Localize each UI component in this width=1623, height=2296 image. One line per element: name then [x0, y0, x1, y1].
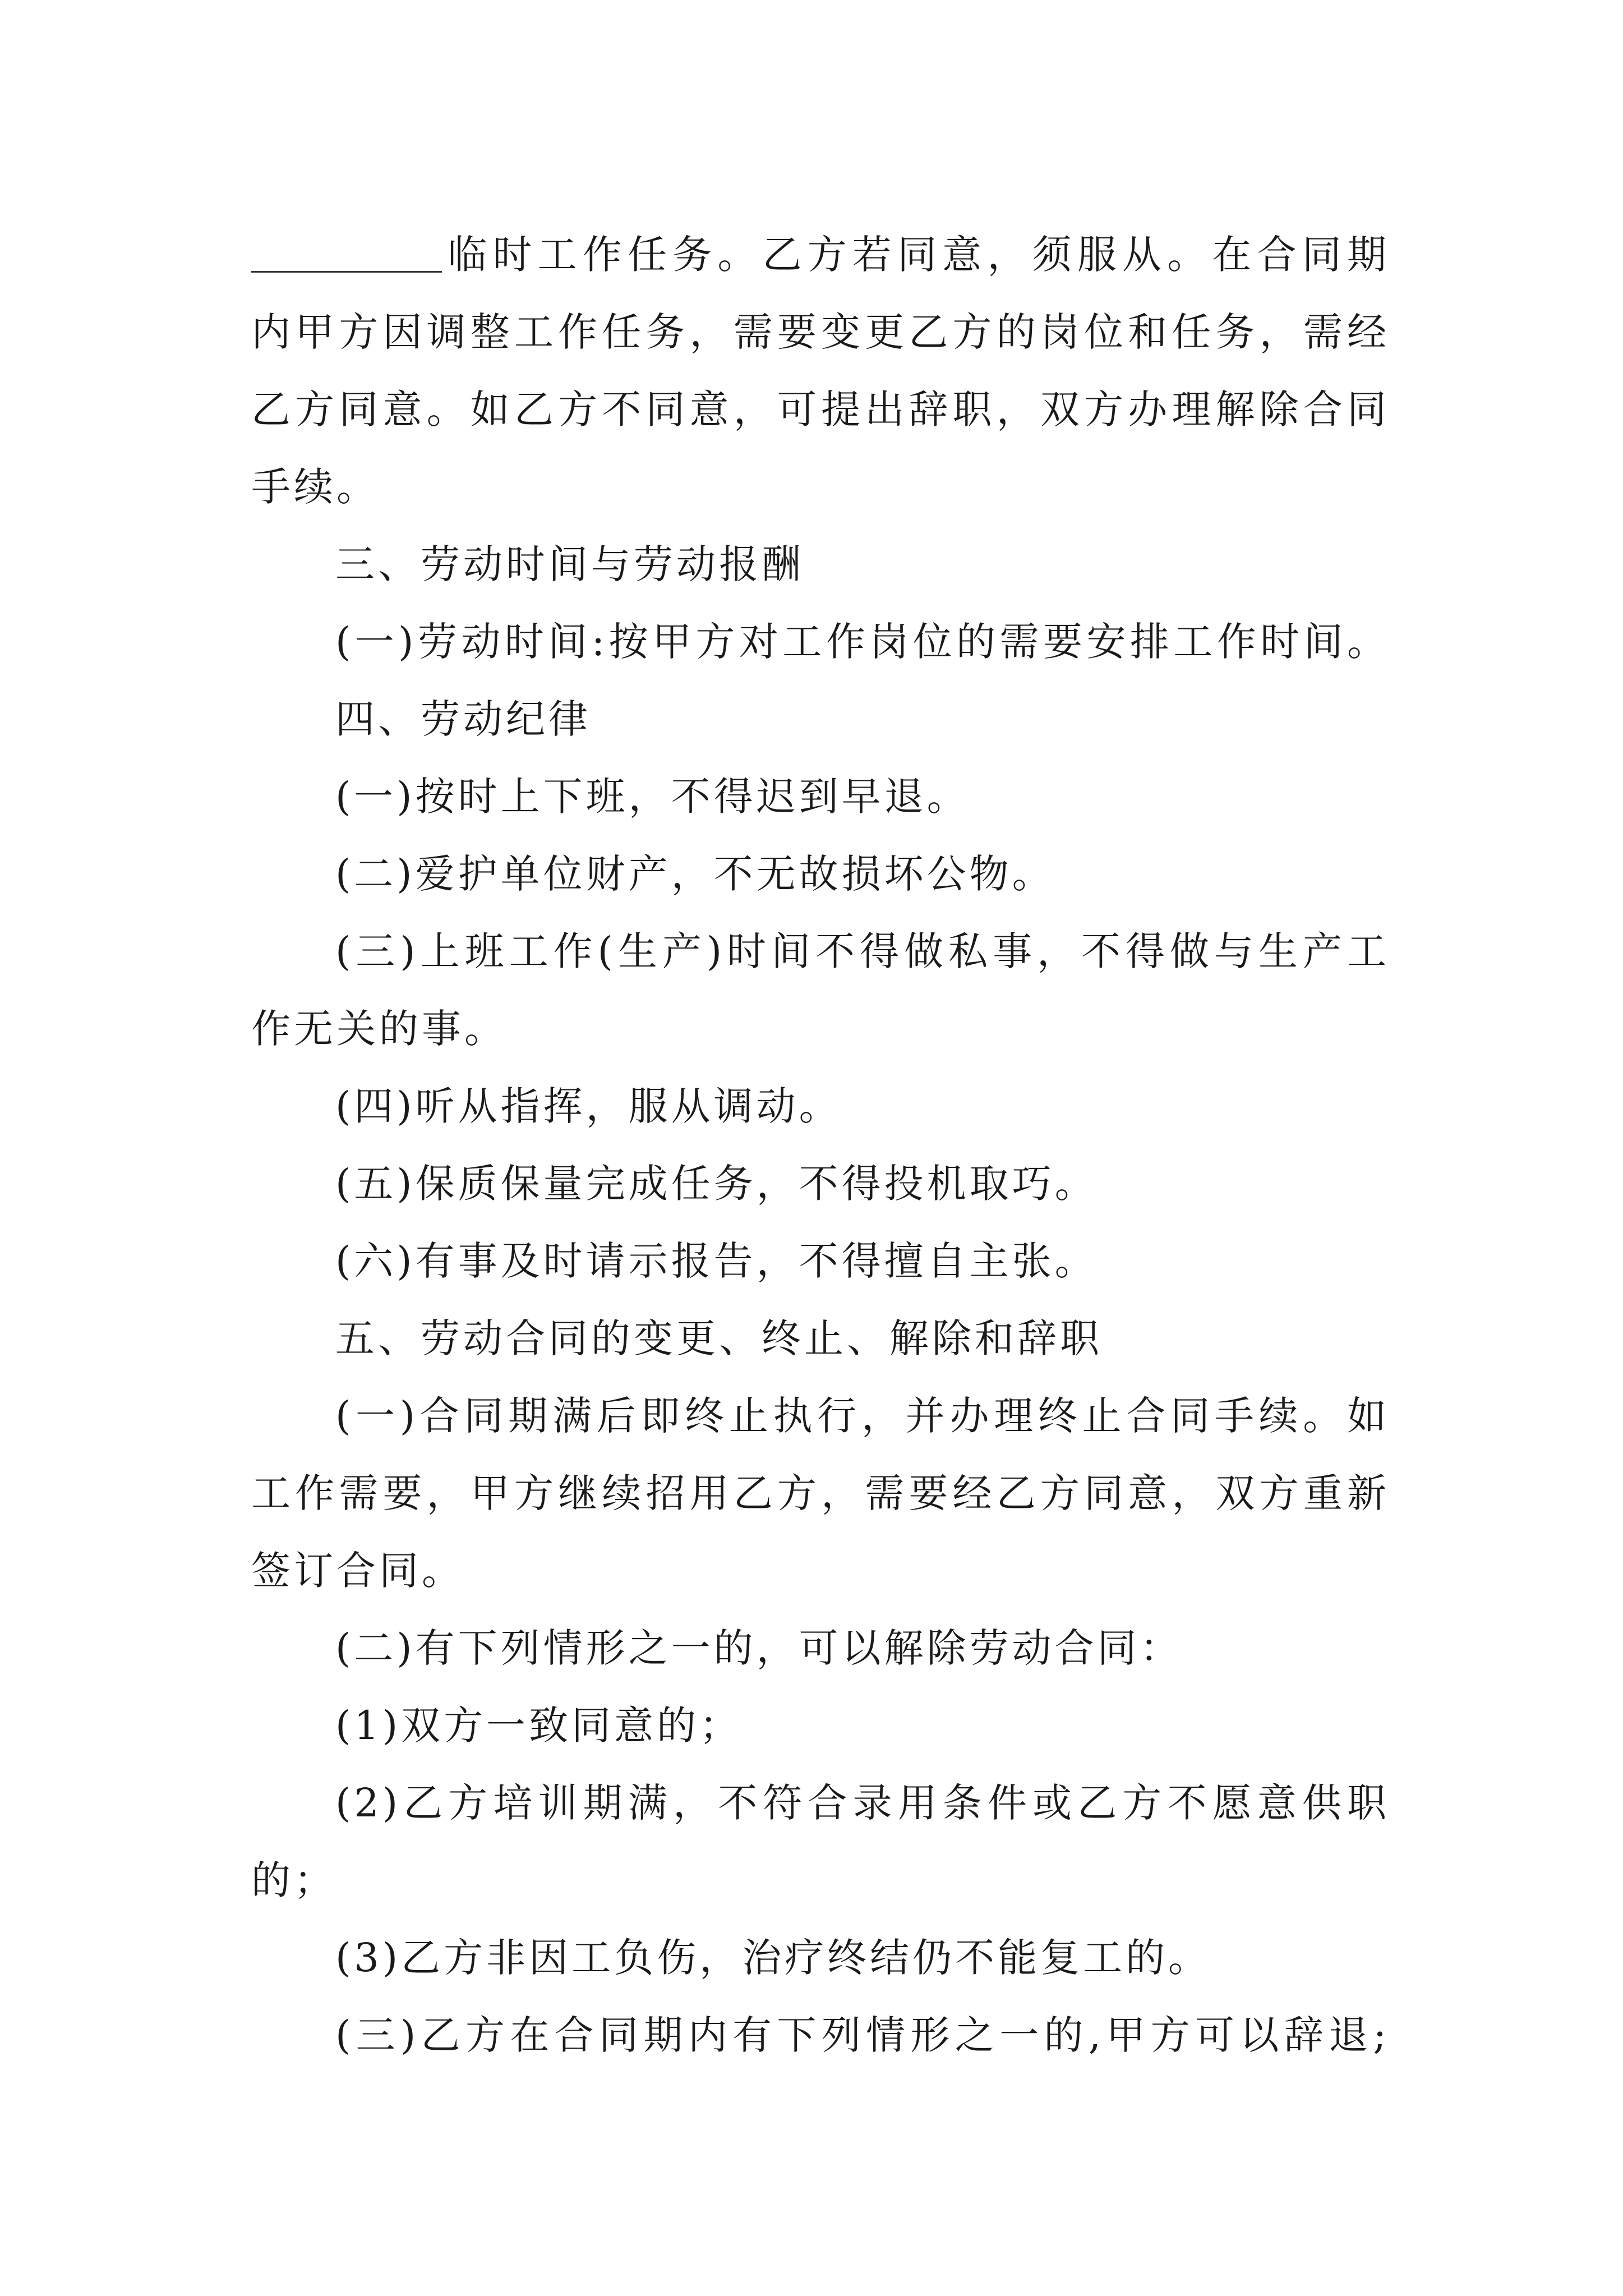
fill-in-blank	[251, 232, 442, 273]
document-body	[251, 216, 1390, 2074]
clause: (五)保质保量完成任务，不得投机取巧。	[335, 1161, 1098, 1207]
clause: (二)有下列情形之一的，可以解除劳动合同：	[335, 1625, 1183, 1671]
clause: (1)双方一致同意的；	[335, 1703, 743, 1749]
clause: (2)乙方培训期满，不符合录用条件或乙方不愿意供职	[335, 1780, 1390, 1826]
clause: (3)乙方非因工负伤，治疗终结仍不能复工的。	[335, 1935, 1211, 1981]
clause: (六)有事及时请示报告，不得擅自主张。	[335, 1238, 1098, 1284]
section-heading: 五、劳动合同的变更、终止、解除和辞职	[335, 1315, 1103, 1361]
clause: (四)听从指挥，服从调动。	[335, 1083, 842, 1129]
clause: (一)按时上下班，不得迟到早退。	[335, 774, 970, 820]
text-line: 内甲方因调整工作任务，需要变更乙方的岗位和任务，需经	[251, 309, 1390, 355]
text-line: 乙方同意。如乙方不同意，可提出辞职，双方办理解除合同	[251, 386, 1390, 432]
clause: (三)上班工作(生产)时间不得做私事，不得做与生产工	[335, 928, 1390, 974]
text-line: 工作需要，甲方继续招用乙方，需要经乙方同意，双方重新	[251, 1470, 1390, 1516]
clause: (三)乙方在合同期内有下列情形之一的,甲方可以辞退;	[335, 2012, 1390, 2058]
section-heading: 三、劳动时间与劳动报酬	[335, 541, 804, 587]
text-line: 作无关的事。	[251, 1006, 507, 1052]
clause: (一)合同期满后即终止执行，并办理终止合同手续。如	[335, 1393, 1390, 1439]
text-line: 签订合同。	[251, 1548, 464, 1594]
text-line	[251, 216, 1390, 293]
section-heading: 四、劳动纪律	[335, 696, 591, 742]
clause: (一)劳动时间:按甲方对工作岗位的需要安排工作时间。	[335, 619, 1390, 665]
text-line: 手续。	[251, 464, 379, 510]
clause: (二)爱护单位财产，不无故损坏公物。	[335, 851, 1055, 897]
text-line: 的；	[251, 1857, 336, 1903]
line-text: 临时工作任务。乙方若同意，须服从。在合同期	[445, 232, 1390, 278]
